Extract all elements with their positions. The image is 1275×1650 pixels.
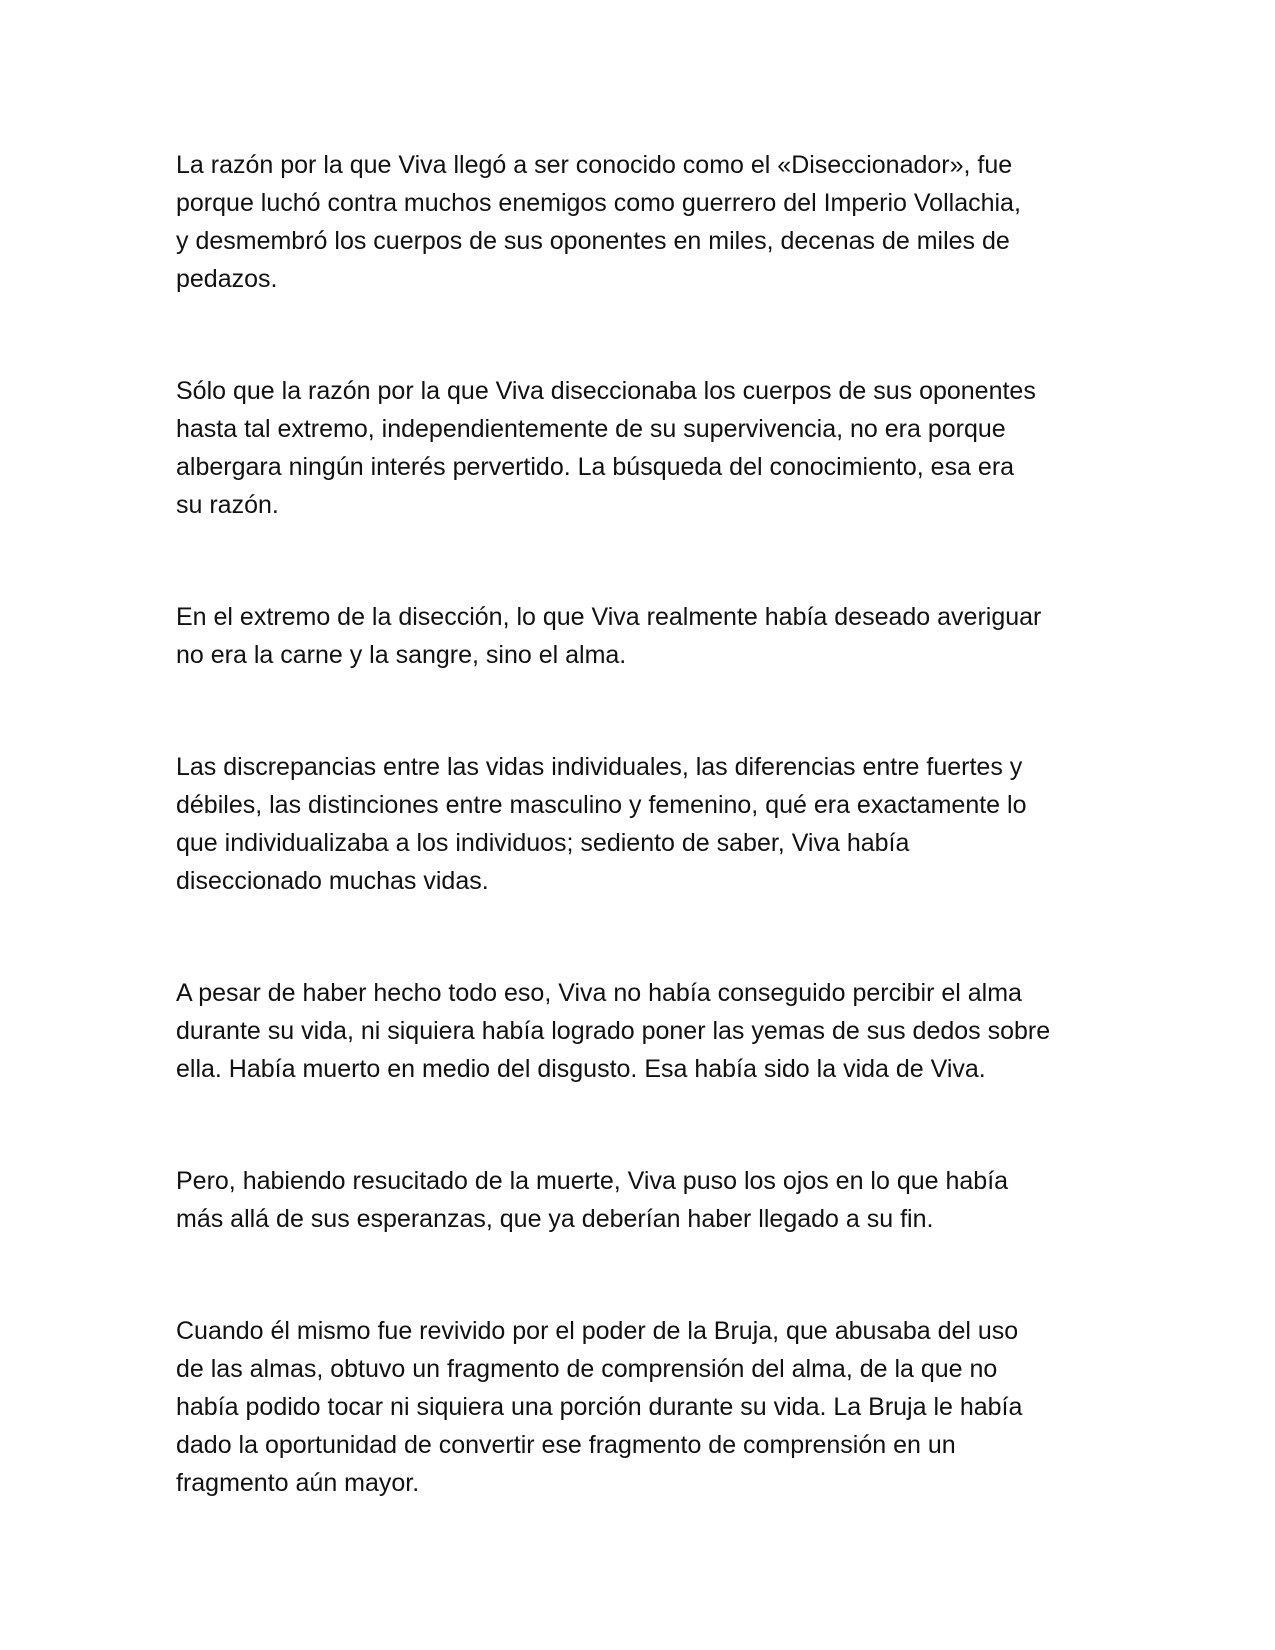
text-line: A pesar de haber hecho todo eso, Viva no había conseguido percibir el alma: [176, 979, 1022, 1007]
paragraph-4: [176, 748, 1135, 900]
text-line: hasta tal extremo, independientemente de su supervivencia, no era porque: [176, 415, 1006, 443]
text-line: Las discrepancias entre las vidas individuales, las diferencias entre fuertes y: [176, 753, 1023, 781]
paragraph-7: [176, 1312, 1135, 1502]
text-line: ella. Había muerto en medio del disgusto. Esa había sido la vida de Viva.: [176, 1055, 986, 1083]
text-line: diseccionado muchas vidas.: [176, 867, 489, 895]
text-line: pedazos.: [176, 265, 278, 293]
text-line: dado la oportunidad de convertir ese fragmento de comprensión en un: [176, 1431, 956, 1459]
text-line: porque luchó contra muchos enemigos como guerrero del Imperio Vollachia,: [176, 189, 1021, 217]
paragraph-5: [176, 974, 1135, 1088]
text-line: Sólo que la razón por la que Viva diseccionaba los cuerpos de sus oponentes: [176, 377, 1036, 405]
text-line: había podido tocar ni siquiera una porción durante su vida. La Bruja le había: [176, 1393, 1023, 1421]
text-line: de las almas, obtuvo un fragmento de comprensión del alma, de la que no: [176, 1355, 998, 1383]
text-line: que individualizaba a los individuos; sediento de saber, Viva había: [176, 829, 910, 857]
paragraph-3: [176, 598, 1135, 674]
paragraph-2: [176, 372, 1135, 524]
text-line: albergara ningún interés pervertido. La búsqueda del conocimiento, esa era: [176, 453, 1015, 481]
text-line: débiles, las distinciones entre masculino y femenino, qué era exactamente lo: [176, 791, 1027, 819]
text-line: Cuando él mismo fue revivido por el poder de la Bruja, que abusaba del uso: [176, 1317, 1019, 1345]
text-line: su razón.: [176, 491, 279, 519]
text-line: La razón por la que Viva llegó a ser conocido como el «Diseccionador», fue: [176, 151, 1013, 179]
paragraph-1: [176, 146, 1135, 298]
text-line: fragmento aún mayor.: [176, 1469, 420, 1497]
text-line: Pero, habiendo resucitado de la muerte, Viva puso los ojos en lo que había: [176, 1167, 1009, 1195]
text-line: más allá de sus esperanzas, que ya deberían haber llegado a su fin.: [176, 1205, 934, 1233]
text-line: En el extremo de la disección, lo que Viva realmente había deseado averiguar: [176, 603, 1042, 631]
text-line: no era la carne y la sangre, sino el alma.: [176, 641, 627, 669]
text-line: durante su vida, ni siquiera había logrado poner las yemas de sus dedos sobre: [176, 1017, 1051, 1045]
text-line: y desmembró los cuerpos de sus oponentes en miles, decenas de miles de: [176, 227, 1010, 255]
paragraph-6: [176, 1162, 1135, 1238]
